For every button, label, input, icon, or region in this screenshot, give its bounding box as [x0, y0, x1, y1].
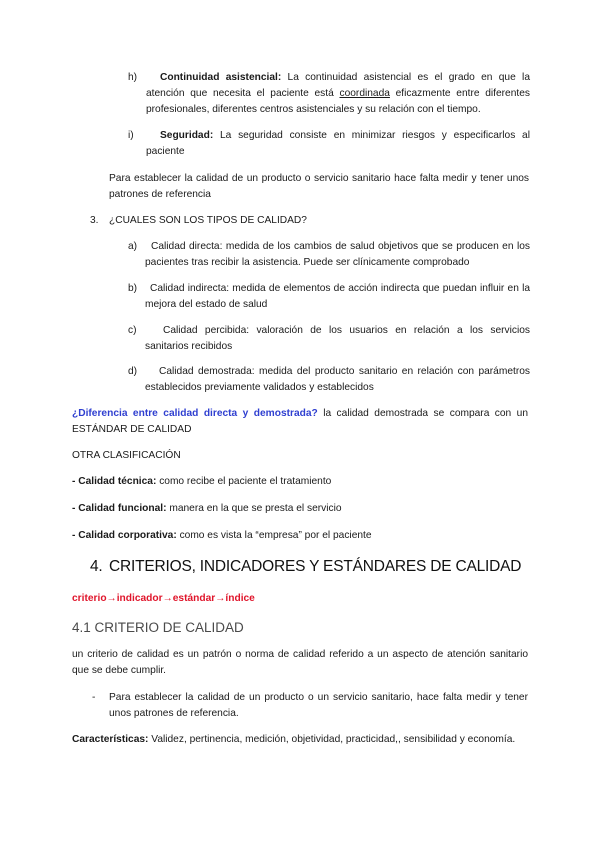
class-tecnica-text: como recibe el paciente el tratamiento — [156, 476, 332, 487]
type-c-marker: c) — [128, 325, 137, 336]
type-a-text: Calidad directa: medida de los cambios de salud objetivos que se producen en los pacientes tras recibir la asistencia. Puede ser clínicamente comprobado — [145, 241, 530, 268]
class-tecnica-label: - Calidad técnica: — [72, 476, 157, 487]
caracteristicas — [72, 732, 528, 748]
question-3-marker: 3. — [90, 215, 99, 226]
criterio-definition: un criterio de calidad es un patrón o norma de calidad referido a un aspecto de atención sanitario que se debe cumplir. — [72, 649, 528, 676]
caracteristicas-text: Validez, pertinencia, medición, objetividad, practicidad,, sensibilidad y economía. — [148, 734, 516, 745]
type-a — [128, 239, 530, 271]
class-funcional-text: manera en la que se presta el servicio — [166, 503, 342, 514]
type-b — [128, 281, 530, 313]
item-i-title: Seguridad: — [160, 130, 214, 141]
item-h-title: Continuidad asistencial: — [160, 72, 282, 83]
type-d-marker: d) — [128, 366, 138, 377]
class-corporativa-label: - Calidad corporativa: — [72, 530, 177, 541]
section-4-number: 4. — [90, 558, 103, 575]
bullet-text: Para establecer la calidad de un producto o un servicio sanitario, hace falta medir y tener unos patrones de referencia. — [109, 692, 528, 719]
question-3 — [90, 213, 510, 229]
item-i — [128, 128, 530, 160]
diferencia-question: ¿Diferencia entre calidad directa y demostrada? — [72, 408, 318, 419]
otra-clasificacion: OTRA CLASIFICACIÓN — [72, 450, 181, 461]
item-i-text: La seguridad consiste en minimizar riesgos y especificarlos al paciente — [146, 130, 530, 157]
section-4-title: CRITERIOS, INDICADORES Y ESTÁNDARES DE CALIDAD — [109, 558, 522, 575]
item-i-marker: i) — [128, 130, 134, 141]
type-a-marker: a) — [128, 241, 138, 252]
section-4-1-heading: 4.1 CRITERIO DE CALIDAD — [72, 620, 244, 635]
type-d-text: Calidad demostrada: medida del producto sanitario en relación con parámetros establecidos previamente validados y establecidos — [145, 366, 530, 393]
diferencia — [72, 406, 528, 438]
type-d — [128, 364, 530, 396]
bullet-item — [92, 690, 528, 722]
type-c-text: Calidad percibida: valoración de los usuarios en relación a los servicios sanitarios recibidos — [145, 325, 530, 352]
class-tecnica — [72, 474, 331, 490]
para-establecer: Para establecer la calidad de un producto o servicio sanitario hace falta medir y tener unos patrones de referencia — [109, 173, 529, 200]
item-h-text-a: La continuidad asistencial es el grado en que la atención que necesita el paciente está — [146, 72, 530, 99]
item-h-text-b: eficazmente entre diferentes profesionales, diferentes centros asistenciales y su relación con el tiempo. — [146, 88, 530, 115]
diferencia-answer: la calidad demostrada se compara con un ESTÁNDAR DE CALIDAD — [72, 408, 528, 435]
item-h-underlined: coordinada — [339, 88, 390, 99]
class-funcional-label: - Calidad funcional: — [72, 503, 167, 514]
section-4-heading — [90, 557, 521, 577]
type-c — [128, 323, 530, 355]
type-b-marker: b) — [128, 283, 138, 294]
bullet-marker: - — [92, 692, 96, 703]
criterio-chain: criterio→indicador→estándar→índice — [72, 593, 255, 604]
type-b-text: Calidad indirecta: medida de elementos de acción indirecta que puedan influir en la mejora del estado de salud — [145, 283, 530, 310]
class-corporativa — [72, 528, 372, 544]
class-corporativa-text: como es vista la “empresa” por el paciente — [176, 530, 372, 541]
question-3-text: ¿CUALES SON LOS TIPOS DE CALIDAD? — [109, 215, 307, 226]
item-h — [128, 70, 530, 118]
item-h-marker: h) — [128, 72, 138, 83]
class-funcional — [72, 501, 342, 517]
caracteristicas-label: Características: — [72, 734, 149, 745]
